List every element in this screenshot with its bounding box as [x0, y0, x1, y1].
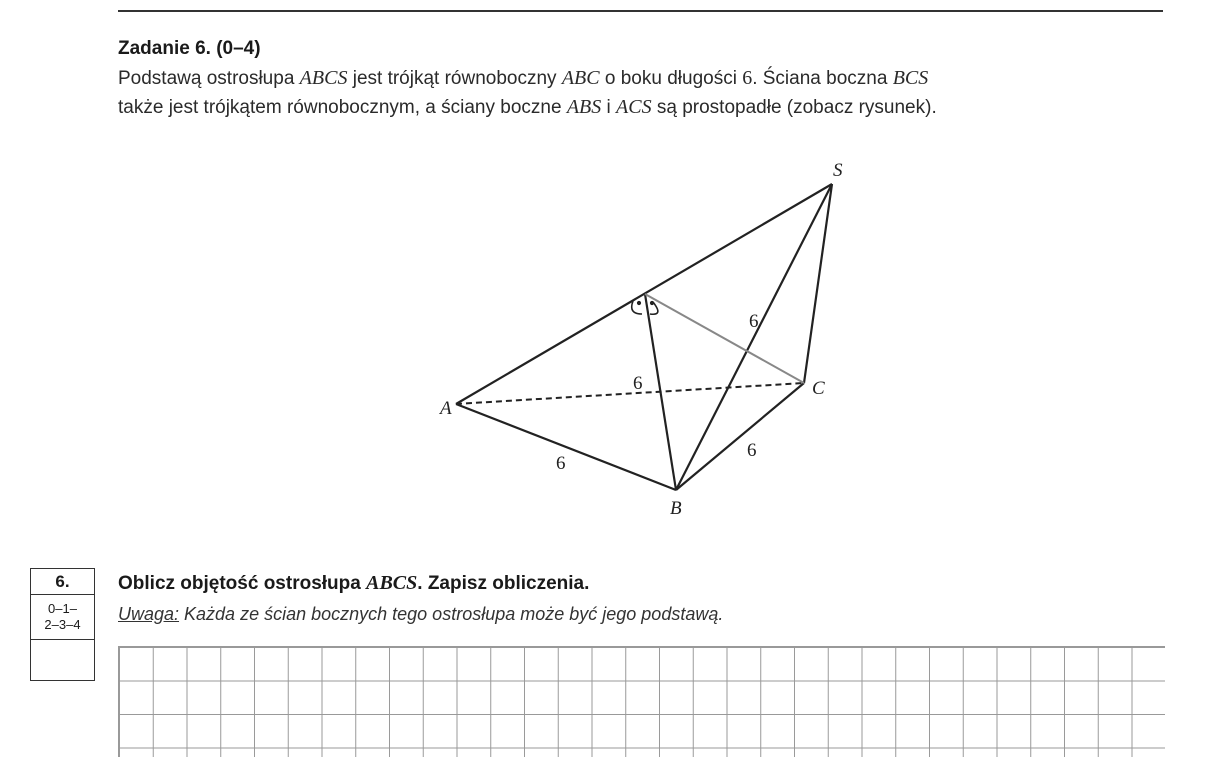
question	[118, 572, 589, 595]
question-text: Oblicz objętość ostrosłupa	[118, 573, 367, 594]
intro-text: i	[601, 97, 617, 118]
score-entry-cell[interactable]	[31, 640, 94, 680]
pyramid-edges	[456, 184, 832, 490]
edge-AB	[456, 404, 676, 490]
intro-text: także jest trójkątem równobocznym, a ściany boczne	[118, 97, 567, 118]
task-number: 6.	[31, 569, 94, 595]
vertex-label-B: B	[670, 498, 682, 519]
question-text: . Zapisz obliczenia.	[417, 573, 590, 594]
intro-text: jest trójkąt równoboczny	[347, 68, 562, 89]
intro-text: są prostopadłe (zobacz rysunek).	[651, 97, 937, 118]
intro-text: . Ściana boczna	[752, 68, 893, 89]
score-range-line: 2–3–4	[44, 617, 81, 632]
intro-text: Podstawą ostrosłupa	[118, 68, 300, 89]
solid-name: ABCS	[366, 572, 418, 594]
score-range-line: 0–1–	[48, 601, 77, 616]
score-range	[31, 595, 94, 640]
vertex-label-S: S	[833, 160, 843, 181]
right-angle-mark	[632, 301, 658, 314]
vertex-label-C: C	[812, 378, 825, 399]
note	[118, 604, 723, 625]
answer-grid[interactable]	[118, 646, 1165, 757]
face-name: ABS	[566, 96, 602, 118]
solid-name: ABCS	[299, 67, 348, 89]
length-label-AC: 6	[633, 373, 643, 394]
task-title: Zadanie 6. (0–4)	[118, 38, 261, 59]
segment-foot-C	[645, 294, 804, 383]
base-name: ABC	[561, 67, 600, 89]
note-text: Każda ze ścian bocznych tego ostrosłupa może być jego podstawą.	[179, 604, 724, 624]
length-label-AB: 6	[556, 453, 566, 474]
score-box	[30, 568, 95, 681]
length-label-SC: 6	[749, 311, 759, 332]
face-name: BCS	[892, 67, 929, 89]
face-name: ACS	[616, 96, 652, 118]
length-label-BC: 6	[747, 440, 757, 461]
vertex-label-A: A	[440, 398, 452, 419]
intro-text: o boku długości	[599, 68, 743, 89]
side-length: 6	[742, 67, 753, 89]
edge-BC	[676, 383, 804, 490]
edge-AC-hidden	[456, 383, 804, 404]
note-label: Uwaga:	[118, 604, 180, 624]
